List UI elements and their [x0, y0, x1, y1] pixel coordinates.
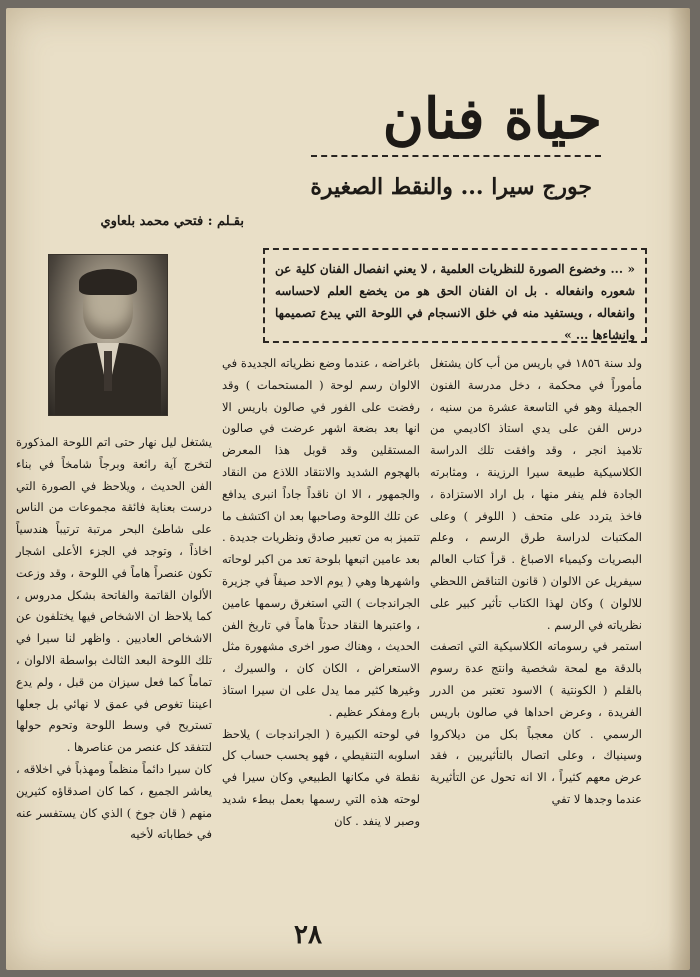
- portrait-tie: [104, 351, 112, 391]
- page-spine-shadow: [668, 8, 690, 970]
- article-title: حياة فنان: [382, 86, 602, 152]
- paragraph: باغراضه ، عندما وضع نظرياته الجديدة في الالوان رسم لوحة ( المستحمات ) وقد رفضت على الفور في صالون باريس الا انها بعد بضعة اشهر عرضت في صالون المستقلين وقد قوبل هذا المعرض بالهجوم الشديد والانتقاد اللاذع من النقاد والجمهور ، الا ان ناقداً جاداً انبرى يدافع عن تلك اللوحة وصاحبها بعد ان اكتشف ما تتميز به من تعبير صادق ونظريات جديدة . بعد عامين اتبعها بلوحة تعد من اكبر لوحاته واشهرها وهي ( يوم الاحد صيفاً في جزيرة الجراندجات ) التي استغرق رسمها عامين ، واعتبرها النقاد حدثاً هاماً في تاريخ الفن الحديث ، وهناك صور اخرى مشهورة مثل الاستعراض ، الكان كان ، والسيرك ، وغيرها كثير مما يدل على ان سيرا استاذ بارع ومفكر عظيم .: [222, 356, 420, 719]
- text-column-left: [16, 432, 212, 846]
- author-portrait-photo: [48, 254, 168, 416]
- page-number: ٢٨: [294, 920, 322, 950]
- article-subtitle: جورج سيرا ... والنقط الصغيرة: [310, 174, 592, 200]
- paragraph: يشتغل ليل نهار حتى اتم اللوحة المذكورة لتخرج آية رائعة وبرجاً شامخاً في بناء الفن الحديث ، ويلاحظ في الصورة التي درست بعناية فائقة مجموعات من الناس على شاطئ البحر مرتبة ترتيباً هندسياً اخاذاً ، وتوجد في الجزء الأعلى اشجار تكون عنصراً هاماً في اللوحة ، وقد وزعت الألوان القاتمة والفاتحة بشكل مدروس ، كما يلاحظ ان الاشخاص فيها يختلفون عن الاشخاص العاديين . واظهر لنا سيرا في تلك اللوحة البعد الثالث بواسطة الالوان ، تماماً كما فعل سيزان من قبل ، ولم يدع اعيننا تغوص في عمق لا نهائي بل جعلها تستريح في وسط اللوحة وتحوم حولها لتتفقد كل عنصر من عناصرها .: [16, 435, 212, 755]
- paragraph: ولد سنة ١٨٥٦ في باريس من أب كان يشتغل مأموراً في محكمة ، دخل مدرسة الفنون الجميلة وهو في التاسعة عشرة من سنيه ، درس الفن على يدي استاذ اكاديمي من تلاميذ انجر ، وقد وافقت تلك الدراسة الكلاسيكية طبيعة سيرا الرزينة ، ومثابرته الجادة فلم ينفر منها ، بل اراد الاستزادة ، فاخذ يتردد على متحف ( اللوفر ) وعلى المكتبات لدراسة طرق الرسم ، وعلم البصريات وكيمياء الاصباغ . قرأ كتاب العالم سيفريل عن الالوان ( قانون التناقض اللحظي للالوان ) وكان لهذا الكتاب تأثير كبير على نظرياته في الرسم .: [430, 356, 642, 632]
- paragraph: كان سيرا دائماً منظماً ومهذباً في اخلاقه ، يعاشر الجميع ، كما كان اصدقاؤه كثيرين منهم ( قان جوخ ) الذي كان يستفسر عنه في خطاباته لأخيه: [16, 761, 212, 842]
- paragraph: استمر في رسوماته الكلاسيكية التي اتصفت بالدقة مع لمحة شخصية وانتج عدة رسوم بالقلم ( الكونتية ) الاسود تعتبر من الدرر الفريدة ، وعرض احداها في صالون باريس الرسمي . كان معجباً بكل من ديلاكروا وسينياك ، وعلى اتصال بالتأثيريين ، فقد عرض معهم كثيراً ، الا انه تحول عن التأثيرية عندما وجدها لا تفي: [430, 639, 642, 806]
- paragraph: في لوحته الكبيرة ( الجراندجات ) يلاحظ اسلوبه التنقيطي ، فهو يحسب حساب كل نقطة في مكانها الطبيعي وكان سيرا في لوحته هذه التي رسمها بعمل ببطء شديد وصبر لا ينفد . كان: [222, 726, 420, 828]
- title-dashed-rule: [311, 155, 601, 157]
- text-column-right: [430, 353, 642, 811]
- text-column-middle: [222, 353, 420, 833]
- magazine-page: [6, 8, 690, 970]
- portrait-hair: [79, 269, 137, 295]
- pull-quote-box: « ... وخضوع الصورة للنظريات العلمية ، لا يعني انفصال الفنان كلية عن شعوره وانفعاله . بل ان الفنان الحق هو من يخضع العلم لاحساسه وانفعاله ، ويستفيد منه في خلق الانسجام في اللوحة التي يبدع تصميمها وانشاءها ... »: [263, 248, 647, 343]
- author-byline: بقـلم : فتحي محمد بلعاوي: [100, 214, 244, 229]
